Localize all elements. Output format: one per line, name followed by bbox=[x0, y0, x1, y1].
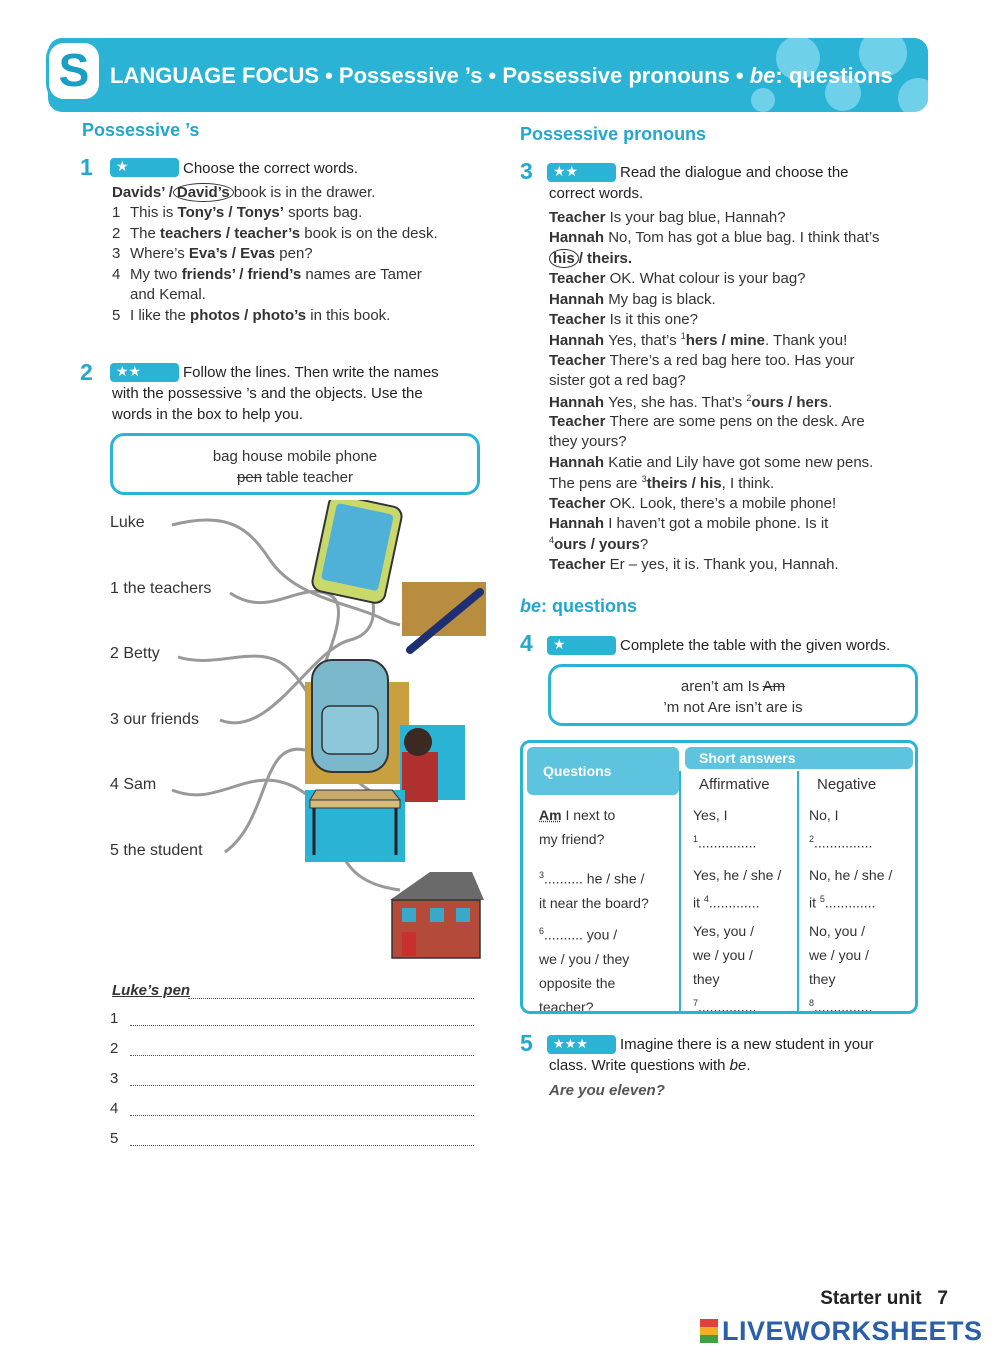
exercise-5-instruction-2: class. Write questions with be. bbox=[549, 1057, 751, 1074]
exercise-2-instruction-2: with the possessive ’s and the objects. Use the bbox=[112, 385, 423, 402]
person-name: our friends bbox=[123, 710, 199, 728]
dialogue-text: OK. Look, there’s a mobile phone! bbox=[609, 494, 837, 512]
gap-number: 1 bbox=[680, 331, 686, 342]
item-text: My two bbox=[130, 265, 182, 283]
gap-number: 7 bbox=[693, 998, 699, 1008]
answer-input[interactable] bbox=[130, 1085, 474, 1086]
choice-options: / theirs. bbox=[578, 249, 633, 267]
choice-options[interactable]: photos / photo’s bbox=[190, 306, 307, 324]
answer-line-example bbox=[188, 998, 474, 999]
exercise-2-word-box: bag house mobile phone pen table teacher bbox=[110, 433, 480, 495]
exercise-3-number: 3 bbox=[520, 158, 533, 184]
liveworksheets-logo: LIVEWORKSHEETS bbox=[700, 1316, 983, 1347]
dialogue-line bbox=[549, 433, 627, 450]
item-number: 5 bbox=[110, 841, 124, 859]
struck-word: Am bbox=[762, 678, 786, 695]
page-title: LANGUAGE FOCUS • Possessive ’s • Possessive pronouns • be: questions bbox=[110, 63, 893, 88]
choice-options[interactable]: hers / mine bbox=[685, 332, 765, 350]
speaker: Hannah bbox=[549, 453, 609, 471]
table-header-questions: Questions bbox=[527, 747, 679, 795]
exercise-1-instruction: Choose the correct words. bbox=[183, 160, 359, 177]
exercise-5-instruction-1: Imagine there is a new student in your bbox=[620, 1036, 874, 1053]
gap-number: 1 bbox=[693, 834, 699, 844]
teacher-icon bbox=[400, 725, 465, 802]
choice-options[interactable]: ours / hers bbox=[751, 393, 829, 411]
person-label bbox=[110, 645, 160, 663]
logo-icon bbox=[700, 1319, 718, 1343]
speaker: Teacher bbox=[549, 311, 610, 328]
exercise-1-example: Davids’ / David’s book is in the drawer. bbox=[112, 184, 376, 201]
exercise-1-item bbox=[112, 266, 422, 283]
dialogue-text: Is it this one? bbox=[609, 311, 698, 328]
item-text: The bbox=[130, 224, 161, 242]
exercise-1-item bbox=[112, 245, 313, 262]
item-text: This is bbox=[130, 204, 178, 221]
dialogue-text: I haven’t got a mobile phone. Is it bbox=[608, 515, 829, 532]
answer-input[interactable] bbox=[130, 1145, 474, 1146]
exercise-2-stars: ★★ bbox=[110, 363, 179, 382]
pen-icon bbox=[402, 582, 486, 650]
gap-input[interactable]: .......... bbox=[544, 870, 583, 887]
choice-options[interactable]: friends’ / friend’s bbox=[181, 265, 302, 283]
section-title-possessive-s: Possessive ’s bbox=[82, 120, 200, 140]
answer-number: 1 bbox=[110, 1010, 119, 1027]
gap-input[interactable]: ............... bbox=[698, 998, 757, 1014]
page-footer: Starter unit 7 bbox=[820, 1288, 948, 1309]
choice-options[interactable]: ours / yours bbox=[554, 536, 640, 554]
negative-cell: No, I $^2$............... bbox=[809, 807, 873, 851]
dialogue-text: The pens are bbox=[549, 475, 642, 493]
section-title-pronouns: Possessive pronouns bbox=[520, 124, 707, 144]
person-label bbox=[110, 514, 145, 532]
speaker: Teacher bbox=[549, 555, 610, 573]
exercise-5-stars: ★★★ bbox=[547, 1035, 616, 1054]
gap-number: 2 bbox=[809, 834, 815, 844]
answer-row bbox=[110, 1010, 476, 1027]
table-icon bbox=[305, 790, 405, 862]
gap-number: 3 bbox=[539, 870, 545, 880]
gap-input[interactable]: ............. bbox=[824, 894, 876, 911]
dialogue-line bbox=[549, 372, 686, 389]
exercise-2-instruction-3: words in the box to help you. bbox=[112, 406, 303, 423]
choice-options[interactable]: teachers / teacher’s bbox=[160, 224, 301, 242]
speaker: Teacher bbox=[549, 209, 610, 226]
dialogue-line bbox=[549, 515, 828, 532]
answer-input[interactable] bbox=[130, 1115, 474, 1116]
answer-number: 5 bbox=[110, 1130, 119, 1147]
question-cell: Am I next to my friend? bbox=[539, 807, 616, 847]
dialogue-line bbox=[549, 209, 786, 226]
dialogue-line bbox=[549, 556, 839, 573]
item-number: 5 bbox=[112, 306, 121, 324]
dialogue-line bbox=[549, 291, 716, 308]
choice-options[interactable]: Tony’s / Tonys’ bbox=[177, 204, 284, 221]
exercise-4-number: 4 bbox=[520, 630, 533, 656]
person-label bbox=[110, 711, 199, 729]
dialogue-text: Yes, she has. That’s bbox=[608, 393, 747, 411]
phone-icon bbox=[311, 500, 404, 605]
item-number: 4 bbox=[112, 265, 121, 283]
gap-number: 3 bbox=[641, 474, 647, 485]
dialogue-line bbox=[549, 413, 865, 430]
gap-number: 4 bbox=[703, 894, 709, 904]
speaker: Hannah bbox=[549, 515, 609, 532]
exercise-3-instruction-1: Read the dialogue and choose the bbox=[620, 164, 849, 181]
gap-number: 8 bbox=[809, 998, 815, 1008]
answer-input[interactable] bbox=[130, 1025, 474, 1026]
item-text: Where’s bbox=[130, 245, 189, 262]
dialogue-text: No, Tom has got a blue bag. I think that’s bbox=[608, 229, 880, 247]
speaker: Hannah bbox=[549, 332, 609, 350]
example-answer-circle: his bbox=[549, 249, 579, 268]
gap-input[interactable]: ............. bbox=[708, 894, 760, 911]
exercise-1-item bbox=[112, 204, 362, 221]
section-badge: S bbox=[46, 40, 102, 102]
dialogue-text: Is your bag blue, Hannah? bbox=[609, 209, 786, 226]
exercise-2-instruction-1: Follow the lines. Then write the names bbox=[183, 364, 439, 381]
dialogue-text: , I think. bbox=[721, 475, 775, 493]
dialogue-line bbox=[549, 535, 648, 553]
speaker: Teacher bbox=[549, 494, 610, 512]
answer-number: 2 bbox=[110, 1040, 119, 1057]
example-answer-circle: David’s bbox=[173, 183, 234, 202]
person-name: Sam bbox=[123, 776, 157, 793]
bag-icon bbox=[305, 660, 409, 784]
affirmative-cell: Yes, he / she / it $^4$............. bbox=[693, 867, 782, 911]
exercise-1-stars: ★ bbox=[110, 158, 179, 177]
gap-input[interactable]: ............... bbox=[814, 834, 873, 851]
section-title-be-questions: be: questions bbox=[520, 596, 638, 616]
gap-input[interactable]: ............... bbox=[814, 998, 873, 1014]
negative-cell: No, you / we / you / they $^8$............... bbox=[809, 923, 873, 1014]
item-number: 3 bbox=[110, 710, 124, 728]
exercise-5-number: 5 bbox=[520, 1030, 533, 1056]
dialogue-text: Katie and Lily have got some new pens. bbox=[608, 453, 874, 471]
item-text: in this book. bbox=[306, 306, 391, 324]
item-text: pen? bbox=[275, 245, 313, 262]
speaker: Teacher bbox=[549, 351, 610, 369]
dialogue-line bbox=[549, 454, 873, 471]
person-label bbox=[110, 776, 156, 794]
answer-row bbox=[110, 1040, 476, 1057]
item-number: 4 bbox=[110, 776, 124, 793]
dialogue-text: Yes, that’s bbox=[608, 332, 681, 350]
example-answer: Am bbox=[539, 807, 562, 823]
speaker: Teacher bbox=[549, 270, 610, 288]
item-text: I like the bbox=[130, 306, 191, 324]
exercise-1-item bbox=[112, 286, 206, 303]
dialogue-text: There’s a red bag here too. Has your bbox=[609, 351, 855, 369]
item-number: 1 bbox=[110, 579, 124, 597]
item-text: names are Tamer bbox=[301, 265, 422, 283]
item-number: 3 bbox=[112, 245, 121, 262]
answer-row bbox=[110, 1130, 476, 1147]
exercise-1-number: 1 bbox=[80, 154, 93, 180]
dialogue-text: OK. What colour is your bag? bbox=[609, 270, 806, 288]
dialogue-line bbox=[549, 331, 847, 349]
speaker: Hannah bbox=[549, 229, 609, 247]
gap-number: 4 bbox=[549, 535, 555, 546]
choice-options[interactable]: Eva’s / Evas bbox=[188, 245, 276, 262]
question-cell: $^3$.......... he / she / it near the board? bbox=[539, 870, 649, 911]
answer-number: 3 bbox=[110, 1070, 119, 1087]
question-cell: $^6$.......... you / we / you / they opposite the teacher? bbox=[539, 926, 630, 1014]
dialogue-line bbox=[549, 474, 774, 492]
dialogue-text: My bag is black. bbox=[608, 290, 716, 308]
be-questions-table bbox=[520, 740, 918, 1014]
dialogue-text: sister got a red bag? bbox=[549, 372, 686, 390]
dialogue-line bbox=[549, 393, 832, 411]
answer-number: 4 bbox=[110, 1100, 119, 1117]
person-name: the student bbox=[123, 841, 203, 859]
dialogue-line bbox=[549, 311, 698, 328]
person-name: Betty bbox=[123, 645, 160, 662]
house-icon bbox=[390, 872, 484, 958]
dialogue-line bbox=[549, 352, 854, 369]
person-name: the teachers bbox=[123, 579, 212, 597]
answer-row bbox=[110, 1100, 476, 1117]
answer-input[interactable] bbox=[130, 1055, 474, 1056]
table-header-negative: Negative bbox=[817, 776, 877, 793]
gap-number: 6 bbox=[539, 926, 545, 936]
affirmative-cell: Yes, you / we / you / they $^7$............... bbox=[693, 923, 757, 1014]
matching-lines bbox=[100, 500, 500, 970]
item-number: 2 bbox=[110, 645, 124, 662]
gap-number: 5 bbox=[819, 894, 825, 904]
table-header-short-answers: Short answers bbox=[685, 747, 913, 769]
dialogue-text: they yours? bbox=[549, 433, 627, 451]
exercise-4-instruction: Complete the table with the given words. bbox=[620, 637, 891, 654]
choice-options[interactable]: theirs / his bbox=[646, 475, 722, 493]
gap-number: 2 bbox=[746, 392, 752, 403]
dialogue-text: ? bbox=[639, 536, 649, 554]
dialogue-text: . bbox=[828, 393, 833, 411]
item-text: sports bag. bbox=[283, 204, 363, 221]
answer-row bbox=[110, 1070, 476, 1087]
exercise-4-stars: ★ bbox=[547, 636, 616, 655]
struck-word: pen bbox=[237, 469, 263, 486]
dialogue-text: Er – yes, it is. Thank you, Hannah. bbox=[609, 555, 839, 573]
exercise-3-stars: ★★ bbox=[547, 163, 616, 182]
dialogue-line bbox=[549, 229, 879, 246]
negative-cell: No, he / she / it $^5$............. bbox=[809, 867, 893, 911]
item-number: 2 bbox=[112, 224, 121, 242]
speaker: Hannah bbox=[549, 393, 609, 411]
item-number: 1 bbox=[112, 204, 121, 221]
table-header-affirmative: Affirmative bbox=[699, 776, 770, 793]
dialogue-line bbox=[549, 495, 836, 512]
exercise-2-example-answer: Luke’s pen bbox=[112, 982, 191, 999]
item-text: book is on the desk. bbox=[300, 224, 438, 242]
dialogue-line bbox=[549, 250, 632, 267]
exercise-1-item bbox=[112, 225, 438, 242]
item-text: and Kemal. bbox=[130, 286, 206, 303]
person-label bbox=[110, 580, 211, 598]
person-label bbox=[110, 842, 203, 860]
speaker: Hannah bbox=[549, 290, 609, 308]
exercise-2-number: 2 bbox=[80, 359, 93, 385]
exercise-4-word-box: aren’t am Is Am ’m not Are isn’t are is bbox=[548, 664, 918, 726]
speaker: Teacher bbox=[549, 413, 610, 430]
exercise-1-item bbox=[112, 307, 390, 324]
person-name: Luke bbox=[110, 514, 145, 531]
gap-input[interactable]: .......... bbox=[544, 926, 583, 943]
dialogue-text: . Thank you! bbox=[764, 332, 848, 350]
dialogue-text: There are some pens on the desk. Are bbox=[609, 413, 865, 430]
affirmative-cell: Yes, I $^1$............... bbox=[693, 807, 757, 851]
exercise-5-example: Are you eleven? bbox=[549, 1082, 665, 1099]
gap-input[interactable]: ............... bbox=[698, 834, 757, 851]
exercise-3-instruction-2: correct words. bbox=[549, 185, 644, 202]
dialogue-line bbox=[549, 270, 806, 287]
